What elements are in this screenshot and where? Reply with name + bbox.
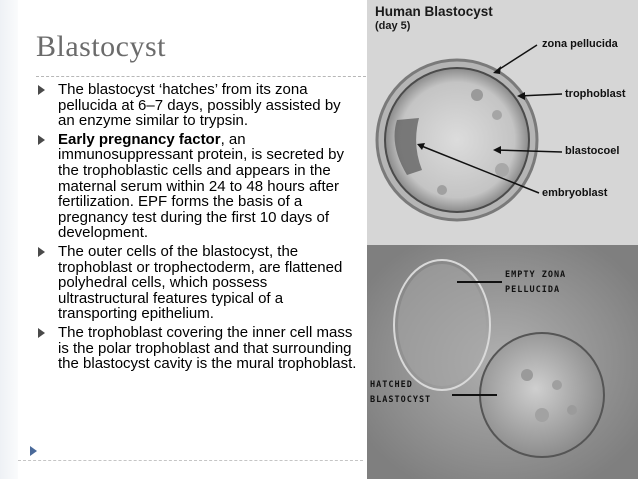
figure-top-image <box>367 0 638 245</box>
bullet-item <box>30 82 360 129</box>
blastocyst-figure <box>367 0 638 479</box>
bullet-arrow-icon <box>38 135 45 145</box>
bullet-item <box>30 325 360 372</box>
hatching-micrograph-icon <box>367 245 638 479</box>
bullet-arrow-icon <box>38 85 45 95</box>
footer-divider <box>18 460 363 461</box>
bullet-text: The trophoblast covering the inner cell mass is the polar trophoblast and that surrounding the blastocyst cavity is the mural trophoblast. <box>58 323 357 373</box>
bullet-arrow-icon <box>38 328 45 338</box>
bullet-arrow-icon <box>38 247 45 257</box>
label-zona-pellucida: zona pellucida <box>542 38 618 50</box>
title-divider <box>36 76 366 77</box>
blastocyst-micrograph-icon <box>367 0 638 245</box>
bullet-item <box>30 132 360 241</box>
label-blastocoel: blastocoel <box>565 145 620 157</box>
label-blastocyst: BLASTOCYST <box>370 395 432 405</box>
figure-title: Human Blastocyst <box>375 4 493 19</box>
bullet-text: The outer cells of the blastocyst, the trophoblast or trophectoderm, are flattened polyhedral cells, which possess ultrastructural features typical of a transporting epithelium. <box>58 242 343 323</box>
figure-bottom-image <box>367 245 638 479</box>
bullet-item <box>30 244 360 322</box>
footer-arrow-icon <box>30 446 37 456</box>
label-pellucida: PELLUCIDA <box>505 285 561 295</box>
bullet-text: , an immunosuppressant protein, is secreted by the trophoblastic cells and appears in the maternal serum within 24 to 48 hours after fertilization. EPF forms the basis of a pregnancy test during the first 10 days of development. <box>58 130 344 242</box>
label-trophoblast: trophoblast <box>565 88 626 100</box>
bullet-list <box>30 82 360 375</box>
figure-subtitle: (day 5) <box>375 20 411 32</box>
slide-sidebar <box>0 0 18 479</box>
slide-title: Blastocyst <box>36 30 166 63</box>
bullet-text: The blastocyst ‘hatches’ from its zona pellucida at 6–7 days, possibly assisted by an enzyme similar to trypsin. <box>58 81 341 130</box>
label-hatched: HATCHED <box>370 380 413 390</box>
label-empty-zona: EMPTY ZONA <box>505 270 567 280</box>
label-embryoblast: embryoblast <box>542 187 608 199</box>
bullet-bold-term: Early pregnancy factor <box>58 130 221 148</box>
